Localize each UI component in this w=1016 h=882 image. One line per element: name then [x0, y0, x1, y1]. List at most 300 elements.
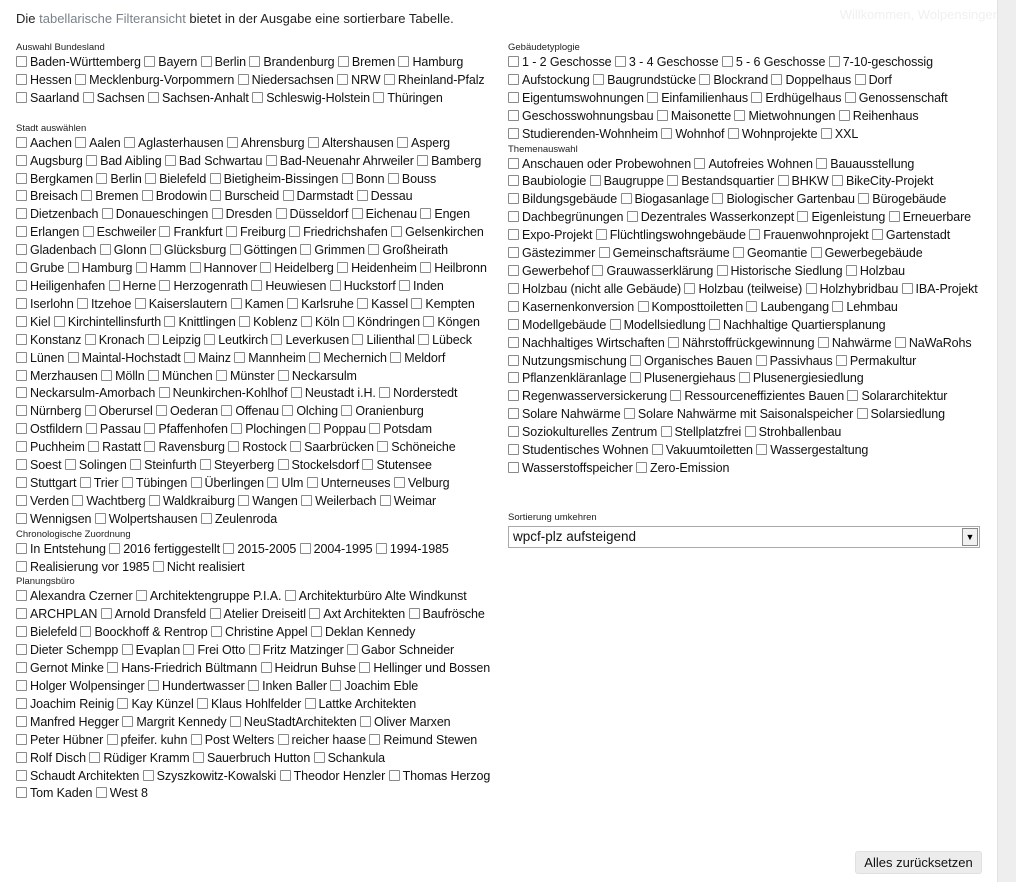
- filter-option[interactable]: [508, 336, 665, 350]
- filter-option[interactable]: [156, 404, 218, 418]
- filter-checkbox[interactable]: [508, 283, 519, 294]
- filter-checkbox[interactable]: [107, 734, 118, 745]
- filter-checkbox[interactable]: [596, 229, 607, 240]
- filter-option[interactable]: [190, 261, 257, 275]
- filter-checkbox[interactable]: [311, 626, 322, 637]
- filter-checkbox[interactable]: [75, 137, 86, 148]
- filter-checkbox[interactable]: [590, 175, 601, 186]
- filter-checkbox[interactable]: [201, 513, 212, 524]
- filter-checkbox[interactable]: [191, 734, 202, 745]
- filter-option[interactable]: [144, 440, 224, 454]
- filter-option[interactable]: [193, 751, 310, 765]
- filter-option[interactable]: [806, 282, 899, 296]
- filter-option[interactable]: [508, 425, 657, 439]
- filter-checkbox[interactable]: [150, 244, 161, 255]
- filter-option[interactable]: [309, 351, 387, 365]
- filter-checkbox[interactable]: [249, 644, 260, 655]
- filter-checkbox[interactable]: [159, 280, 170, 291]
- filter-checkbox[interactable]: [357, 190, 368, 201]
- filter-option[interactable]: [278, 458, 360, 472]
- filter-option[interactable]: [699, 73, 768, 87]
- filter-checkbox[interactable]: [508, 193, 519, 204]
- filter-checkbox[interactable]: [156, 405, 167, 416]
- filter-checkbox[interactable]: [148, 334, 159, 345]
- filter-checkbox[interactable]: [309, 352, 320, 363]
- filter-option[interactable]: [16, 589, 133, 603]
- filter-checkbox[interactable]: [668, 337, 679, 348]
- filter-checkbox[interactable]: [285, 590, 296, 601]
- filter-option[interactable]: [309, 607, 405, 621]
- filter-option[interactable]: [148, 679, 245, 693]
- filter-option[interactable]: [148, 333, 201, 347]
- filter-checkbox[interactable]: [300, 543, 311, 554]
- filter-option[interactable]: [508, 282, 681, 296]
- filter-option[interactable]: [109, 279, 157, 293]
- filter-option[interactable]: [251, 279, 326, 293]
- filter-checkbox[interactable]: [627, 211, 638, 222]
- filter-checkbox[interactable]: [278, 459, 289, 470]
- filter-checkbox[interactable]: [734, 110, 745, 121]
- filter-option[interactable]: [661, 127, 724, 141]
- filter-checkbox[interactable]: [193, 752, 204, 763]
- filter-checkbox[interactable]: [231, 423, 242, 434]
- filter-checkbox[interactable]: [308, 137, 319, 148]
- filter-option[interactable]: [16, 386, 155, 400]
- filter-checkbox[interactable]: [100, 244, 111, 255]
- filter-option[interactable]: [657, 109, 731, 123]
- filter-checkbox[interactable]: [85, 405, 96, 416]
- filter-option[interactable]: [630, 371, 736, 385]
- filter-checkbox[interactable]: [88, 441, 99, 452]
- filter-checkbox[interactable]: [508, 390, 519, 401]
- filter-option[interactable]: [638, 300, 744, 314]
- filter-checkbox[interactable]: [694, 158, 705, 169]
- filter-checkbox[interactable]: [369, 423, 380, 434]
- filter-checkbox[interactable]: [508, 372, 519, 383]
- filter-checkbox[interactable]: [398, 56, 409, 67]
- filter-option[interactable]: [16, 625, 77, 639]
- filter-checkbox[interactable]: [508, 265, 519, 276]
- filter-checkbox[interactable]: [811, 247, 822, 258]
- filter-checkbox[interactable]: [857, 408, 868, 419]
- filter-checkbox[interactable]: [16, 644, 27, 655]
- filter-checkbox[interactable]: [858, 193, 869, 204]
- filter-checkbox[interactable]: [301, 495, 312, 506]
- filter-checkbox[interactable]: [16, 561, 27, 572]
- filter-checkbox[interactable]: [872, 229, 883, 240]
- filter-checkbox[interactable]: [816, 158, 827, 169]
- filter-option[interactable]: [122, 643, 180, 657]
- filter-checkbox[interactable]: [610, 319, 621, 330]
- filter-option[interactable]: [394, 476, 450, 490]
- filter-checkbox[interactable]: [16, 543, 27, 554]
- filter-option[interactable]: [16, 440, 85, 454]
- filter-checkbox[interactable]: [624, 408, 635, 419]
- filter-checkbox[interactable]: [508, 175, 519, 186]
- filter-option[interactable]: [223, 542, 296, 556]
- filter-option[interactable]: [508, 407, 621, 421]
- filter-checkbox[interactable]: [107, 662, 118, 673]
- filter-option[interactable]: [399, 279, 444, 293]
- filter-checkbox[interactable]: [836, 355, 847, 366]
- filter-option[interactable]: [16, 607, 97, 621]
- filter-option[interactable]: [83, 225, 156, 239]
- filter-checkbox[interactable]: [751, 92, 762, 103]
- filter-checkbox[interactable]: [290, 441, 301, 452]
- filter-checkbox[interactable]: [16, 298, 27, 309]
- filter-option[interactable]: [368, 243, 448, 257]
- filter-option[interactable]: [159, 279, 248, 293]
- filter-option[interactable]: [150, 243, 226, 257]
- filter-option[interactable]: [248, 679, 327, 693]
- filter-option[interactable]: [369, 733, 477, 747]
- filter-option[interactable]: [301, 315, 340, 329]
- filter-option[interactable]: [771, 73, 851, 87]
- filter-option[interactable]: [16, 189, 78, 203]
- filter-checkbox[interactable]: [360, 716, 371, 727]
- filter-option[interactable]: [211, 625, 308, 639]
- filter-checkbox[interactable]: [117, 698, 128, 709]
- filter-option[interactable]: [508, 443, 648, 457]
- filter-option[interactable]: [16, 476, 76, 490]
- filter-checkbox[interactable]: [216, 370, 227, 381]
- filter-option[interactable]: [72, 494, 145, 508]
- filter-checkbox[interactable]: [745, 426, 756, 437]
- filter-option[interactable]: [872, 228, 950, 242]
- filter-option[interactable]: [290, 440, 374, 454]
- filter-checkbox[interactable]: [771, 74, 782, 85]
- filter-option[interactable]: [238, 73, 334, 87]
- filter-checkbox[interactable]: [621, 193, 632, 204]
- filter-checkbox[interactable]: [143, 770, 154, 781]
- filter-option[interactable]: [508, 174, 586, 188]
- filter-option[interactable]: [749, 228, 868, 242]
- filter-checkbox[interactable]: [16, 370, 27, 381]
- filter-option[interactable]: [107, 733, 188, 747]
- filter-checkbox[interactable]: [148, 92, 159, 103]
- filter-checkbox[interactable]: [144, 423, 155, 434]
- filter-checkbox[interactable]: [239, 316, 250, 327]
- filter-checkbox[interactable]: [300, 244, 311, 255]
- filter-option[interactable]: [16, 91, 79, 105]
- filter-option[interactable]: [124, 136, 223, 150]
- filter-option[interactable]: [420, 261, 487, 275]
- filter-option[interactable]: [85, 404, 153, 418]
- filter-option[interactable]: [16, 351, 64, 365]
- filter-option[interactable]: [136, 589, 281, 603]
- filter-option[interactable]: [80, 476, 119, 490]
- filter-checkbox[interactable]: [746, 301, 757, 312]
- filter-checkbox[interactable]: [101, 370, 112, 381]
- filter-option[interactable]: [130, 458, 197, 472]
- filter-option[interactable]: [16, 261, 64, 275]
- filter-option[interactable]: [16, 279, 105, 293]
- filter-checkbox[interactable]: [902, 283, 913, 294]
- filter-checkbox[interactable]: [16, 590, 27, 601]
- filter-checkbox[interactable]: [806, 283, 817, 294]
- filter-checkbox[interactable]: [95, 513, 106, 524]
- filter-checkbox[interactable]: [75, 74, 86, 85]
- filter-option[interactable]: [89, 751, 189, 765]
- filter-option[interactable]: [508, 91, 644, 105]
- filter-option[interactable]: [311, 625, 415, 639]
- filter-checkbox[interactable]: [508, 319, 519, 330]
- filter-checkbox[interactable]: [384, 74, 395, 85]
- filter-option[interactable]: [301, 494, 376, 508]
- filter-checkbox[interactable]: [409, 608, 420, 619]
- filter-option[interactable]: [508, 389, 667, 403]
- filter-checkbox[interactable]: [227, 137, 238, 148]
- filter-option[interactable]: [230, 243, 297, 257]
- filter-option[interactable]: [593, 73, 696, 87]
- filter-checkbox[interactable]: [282, 405, 293, 416]
- filter-option[interactable]: [16, 297, 74, 311]
- filter-option[interactable]: [647, 91, 748, 105]
- filter-checkbox[interactable]: [16, 208, 27, 219]
- filter-checkbox[interactable]: [16, 495, 27, 506]
- filter-option[interactable]: [377, 440, 455, 454]
- filter-checkbox[interactable]: [411, 298, 422, 309]
- filter-option[interactable]: [409, 607, 485, 621]
- filter-option[interactable]: [829, 55, 933, 69]
- filter-checkbox[interactable]: [142, 190, 153, 201]
- filter-checkbox[interactable]: [508, 74, 519, 85]
- filter-option[interactable]: [210, 172, 339, 186]
- filter-checkbox[interactable]: [144, 56, 155, 67]
- filter-checkbox[interactable]: [16, 316, 27, 327]
- filter-option[interactable]: [276, 207, 349, 221]
- filter-option[interactable]: [895, 336, 972, 350]
- filter-option[interactable]: [54, 315, 161, 329]
- filter-option[interactable]: [309, 422, 366, 436]
- filter-option[interactable]: [391, 225, 484, 239]
- filter-checkbox[interactable]: [309, 608, 320, 619]
- filter-checkbox[interactable]: [130, 459, 141, 470]
- filter-checkbox[interactable]: [739, 372, 750, 383]
- filter-checkbox[interactable]: [16, 680, 27, 691]
- filter-checkbox[interactable]: [276, 208, 287, 219]
- filter-option[interactable]: [16, 512, 91, 526]
- filter-checkbox[interactable]: [77, 298, 88, 309]
- filter-option[interactable]: [16, 679, 145, 693]
- filter-option[interactable]: [83, 91, 145, 105]
- filter-checkbox[interactable]: [394, 477, 405, 488]
- filter-option[interactable]: [16, 315, 50, 329]
- filter-option[interactable]: [153, 560, 245, 574]
- filter-option[interactable]: [102, 207, 208, 221]
- filter-checkbox[interactable]: [183, 644, 194, 655]
- filter-option[interactable]: [846, 264, 905, 278]
- filter-checkbox[interactable]: [391, 226, 402, 237]
- filter-checkbox[interactable]: [165, 155, 176, 166]
- filter-checkbox[interactable]: [136, 590, 147, 601]
- filter-checkbox[interactable]: [221, 405, 232, 416]
- filter-option[interactable]: [384, 73, 485, 87]
- filter-option[interactable]: [249, 643, 344, 657]
- filter-checkbox[interactable]: [68, 352, 79, 363]
- filter-option[interactable]: [95, 512, 198, 526]
- filter-checkbox[interactable]: [16, 477, 27, 488]
- filter-checkbox[interactable]: [647, 92, 658, 103]
- filter-option[interactable]: [845, 91, 948, 105]
- filter-option[interactable]: [811, 246, 923, 260]
- filter-option[interactable]: [847, 389, 947, 403]
- filter-option[interactable]: [68, 351, 181, 365]
- filter-option[interactable]: [16, 369, 98, 383]
- filter-checkbox[interactable]: [159, 226, 170, 237]
- filter-option[interactable]: [816, 157, 914, 171]
- filter-checkbox[interactable]: [821, 128, 832, 139]
- filter-checkbox[interactable]: [16, 698, 27, 709]
- filter-checkbox[interactable]: [846, 265, 857, 276]
- filter-option[interactable]: [144, 422, 227, 436]
- filter-option[interactable]: [267, 476, 303, 490]
- filter-option[interactable]: [341, 404, 423, 418]
- filter-checkbox[interactable]: [148, 370, 159, 381]
- filter-checkbox[interactable]: [889, 211, 900, 222]
- filter-checkbox[interactable]: [16, 626, 27, 637]
- filter-option[interactable]: [231, 422, 306, 436]
- filter-option[interactable]: [889, 210, 971, 224]
- filter-checkbox[interactable]: [369, 734, 380, 745]
- filter-option[interactable]: [16, 404, 81, 418]
- filter-checkbox[interactable]: [508, 301, 519, 312]
- filter-checkbox[interactable]: [839, 110, 850, 121]
- filter-option[interactable]: [858, 192, 946, 206]
- filter-option[interactable]: [96, 172, 141, 186]
- filter-checkbox[interactable]: [16, 190, 27, 201]
- filter-option[interactable]: [216, 369, 274, 383]
- filter-option[interactable]: [16, 715, 119, 729]
- filter-option[interactable]: [238, 494, 298, 508]
- filter-checkbox[interactable]: [238, 495, 249, 506]
- filter-checkbox[interactable]: [347, 644, 358, 655]
- filter-option[interactable]: [159, 386, 288, 400]
- filter-checkbox[interactable]: [211, 626, 222, 637]
- filter-checkbox[interactable]: [252, 92, 263, 103]
- filter-checkbox[interactable]: [135, 298, 146, 309]
- filter-checkbox[interactable]: [722, 56, 733, 67]
- filter-option[interactable]: [210, 607, 306, 621]
- filter-checkbox[interactable]: [508, 247, 519, 258]
- filter-checkbox[interactable]: [153, 561, 164, 572]
- filter-option[interactable]: [508, 55, 612, 69]
- filter-checkbox[interactable]: [508, 462, 519, 473]
- filter-option[interactable]: [184, 351, 231, 365]
- filter-checkbox[interactable]: [343, 316, 354, 327]
- filter-option[interactable]: [728, 127, 818, 141]
- filter-checkbox[interactable]: [699, 74, 710, 85]
- filter-option[interactable]: [330, 679, 418, 693]
- filter-checkbox[interactable]: [251, 280, 262, 291]
- filter-checkbox[interactable]: [89, 752, 100, 763]
- filter-checkbox[interactable]: [305, 698, 316, 709]
- filter-checkbox[interactable]: [283, 190, 294, 201]
- filter-option[interactable]: [68, 261, 133, 275]
- filter-option[interactable]: [362, 458, 431, 472]
- filter-option[interactable]: [80, 625, 207, 639]
- filter-checkbox[interactable]: [280, 770, 291, 781]
- filter-checkbox[interactable]: [390, 352, 401, 363]
- filter-checkbox[interactable]: [330, 280, 341, 291]
- filter-option[interactable]: [16, 643, 118, 657]
- filter-checkbox[interactable]: [16, 74, 27, 85]
- filter-checkbox[interactable]: [330, 680, 341, 691]
- filter-option[interactable]: [16, 422, 83, 436]
- filter-option[interactable]: [624, 407, 853, 421]
- filter-checkbox[interactable]: [508, 337, 519, 348]
- filter-checkbox[interactable]: [83, 226, 94, 237]
- filter-option[interactable]: [278, 369, 357, 383]
- filter-checkbox[interactable]: [230, 716, 241, 727]
- filter-option[interactable]: [300, 542, 373, 556]
- filter-option[interactable]: [508, 371, 627, 385]
- filter-option[interactable]: [96, 786, 148, 800]
- filter-checkbox[interactable]: [797, 211, 808, 222]
- filter-option[interactable]: [337, 261, 417, 275]
- filter-option[interactable]: [684, 282, 802, 296]
- filter-option[interactable]: [143, 769, 277, 783]
- filter-option[interactable]: [376, 542, 449, 556]
- filter-option[interactable]: [231, 297, 284, 311]
- filter-checkbox[interactable]: [16, 92, 27, 103]
- filter-checkbox[interactable]: [599, 247, 610, 258]
- filter-option[interactable]: [596, 228, 746, 242]
- filter-option[interactable]: [839, 109, 919, 123]
- filter-option[interactable]: [212, 207, 273, 221]
- filter-option[interactable]: [508, 246, 595, 260]
- filter-checkbox[interactable]: [712, 193, 723, 204]
- filter-option[interactable]: [508, 318, 606, 332]
- filter-checkbox[interactable]: [508, 128, 519, 139]
- filter-checkbox[interactable]: [159, 387, 170, 398]
- filter-option[interactable]: [380, 494, 436, 508]
- filter-option[interactable]: [16, 751, 86, 765]
- filter-option[interactable]: [81, 189, 138, 203]
- filter-option[interactable]: [16, 172, 93, 186]
- filter-checkbox[interactable]: [289, 226, 300, 237]
- filter-option[interactable]: [283, 189, 354, 203]
- filter-checkbox[interactable]: [238, 74, 249, 85]
- filter-checkbox[interactable]: [652, 444, 663, 455]
- filter-option[interactable]: [508, 127, 658, 141]
- filter-option[interactable]: [305, 697, 417, 711]
- filter-checkbox[interactable]: [895, 337, 906, 348]
- filter-checkbox[interactable]: [342, 173, 353, 184]
- filter-option[interactable]: [343, 315, 420, 329]
- filter-checkbox[interactable]: [309, 423, 320, 434]
- filter-checkbox[interactable]: [85, 334, 96, 345]
- filter-checkbox[interactable]: [368, 244, 379, 255]
- filter-checkbox[interactable]: [508, 426, 519, 437]
- filter-checkbox[interactable]: [81, 190, 92, 201]
- filter-checkbox[interactable]: [248, 680, 259, 691]
- filter-checkbox[interactable]: [54, 316, 65, 327]
- filter-option[interactable]: [357, 297, 408, 311]
- filter-option[interactable]: [398, 55, 463, 69]
- filter-option[interactable]: [821, 127, 858, 141]
- filter-option[interactable]: [135, 297, 228, 311]
- filter-option[interactable]: [252, 91, 370, 105]
- filter-checkbox[interactable]: [508, 444, 519, 455]
- filter-option[interactable]: [165, 154, 262, 168]
- filter-checkbox[interactable]: [16, 262, 27, 273]
- filter-checkbox[interactable]: [667, 175, 678, 186]
- filter-option[interactable]: [136, 261, 186, 275]
- filter-checkbox[interactable]: [615, 56, 626, 67]
- filter-option[interactable]: [226, 225, 286, 239]
- filter-option[interactable]: [418, 333, 472, 347]
